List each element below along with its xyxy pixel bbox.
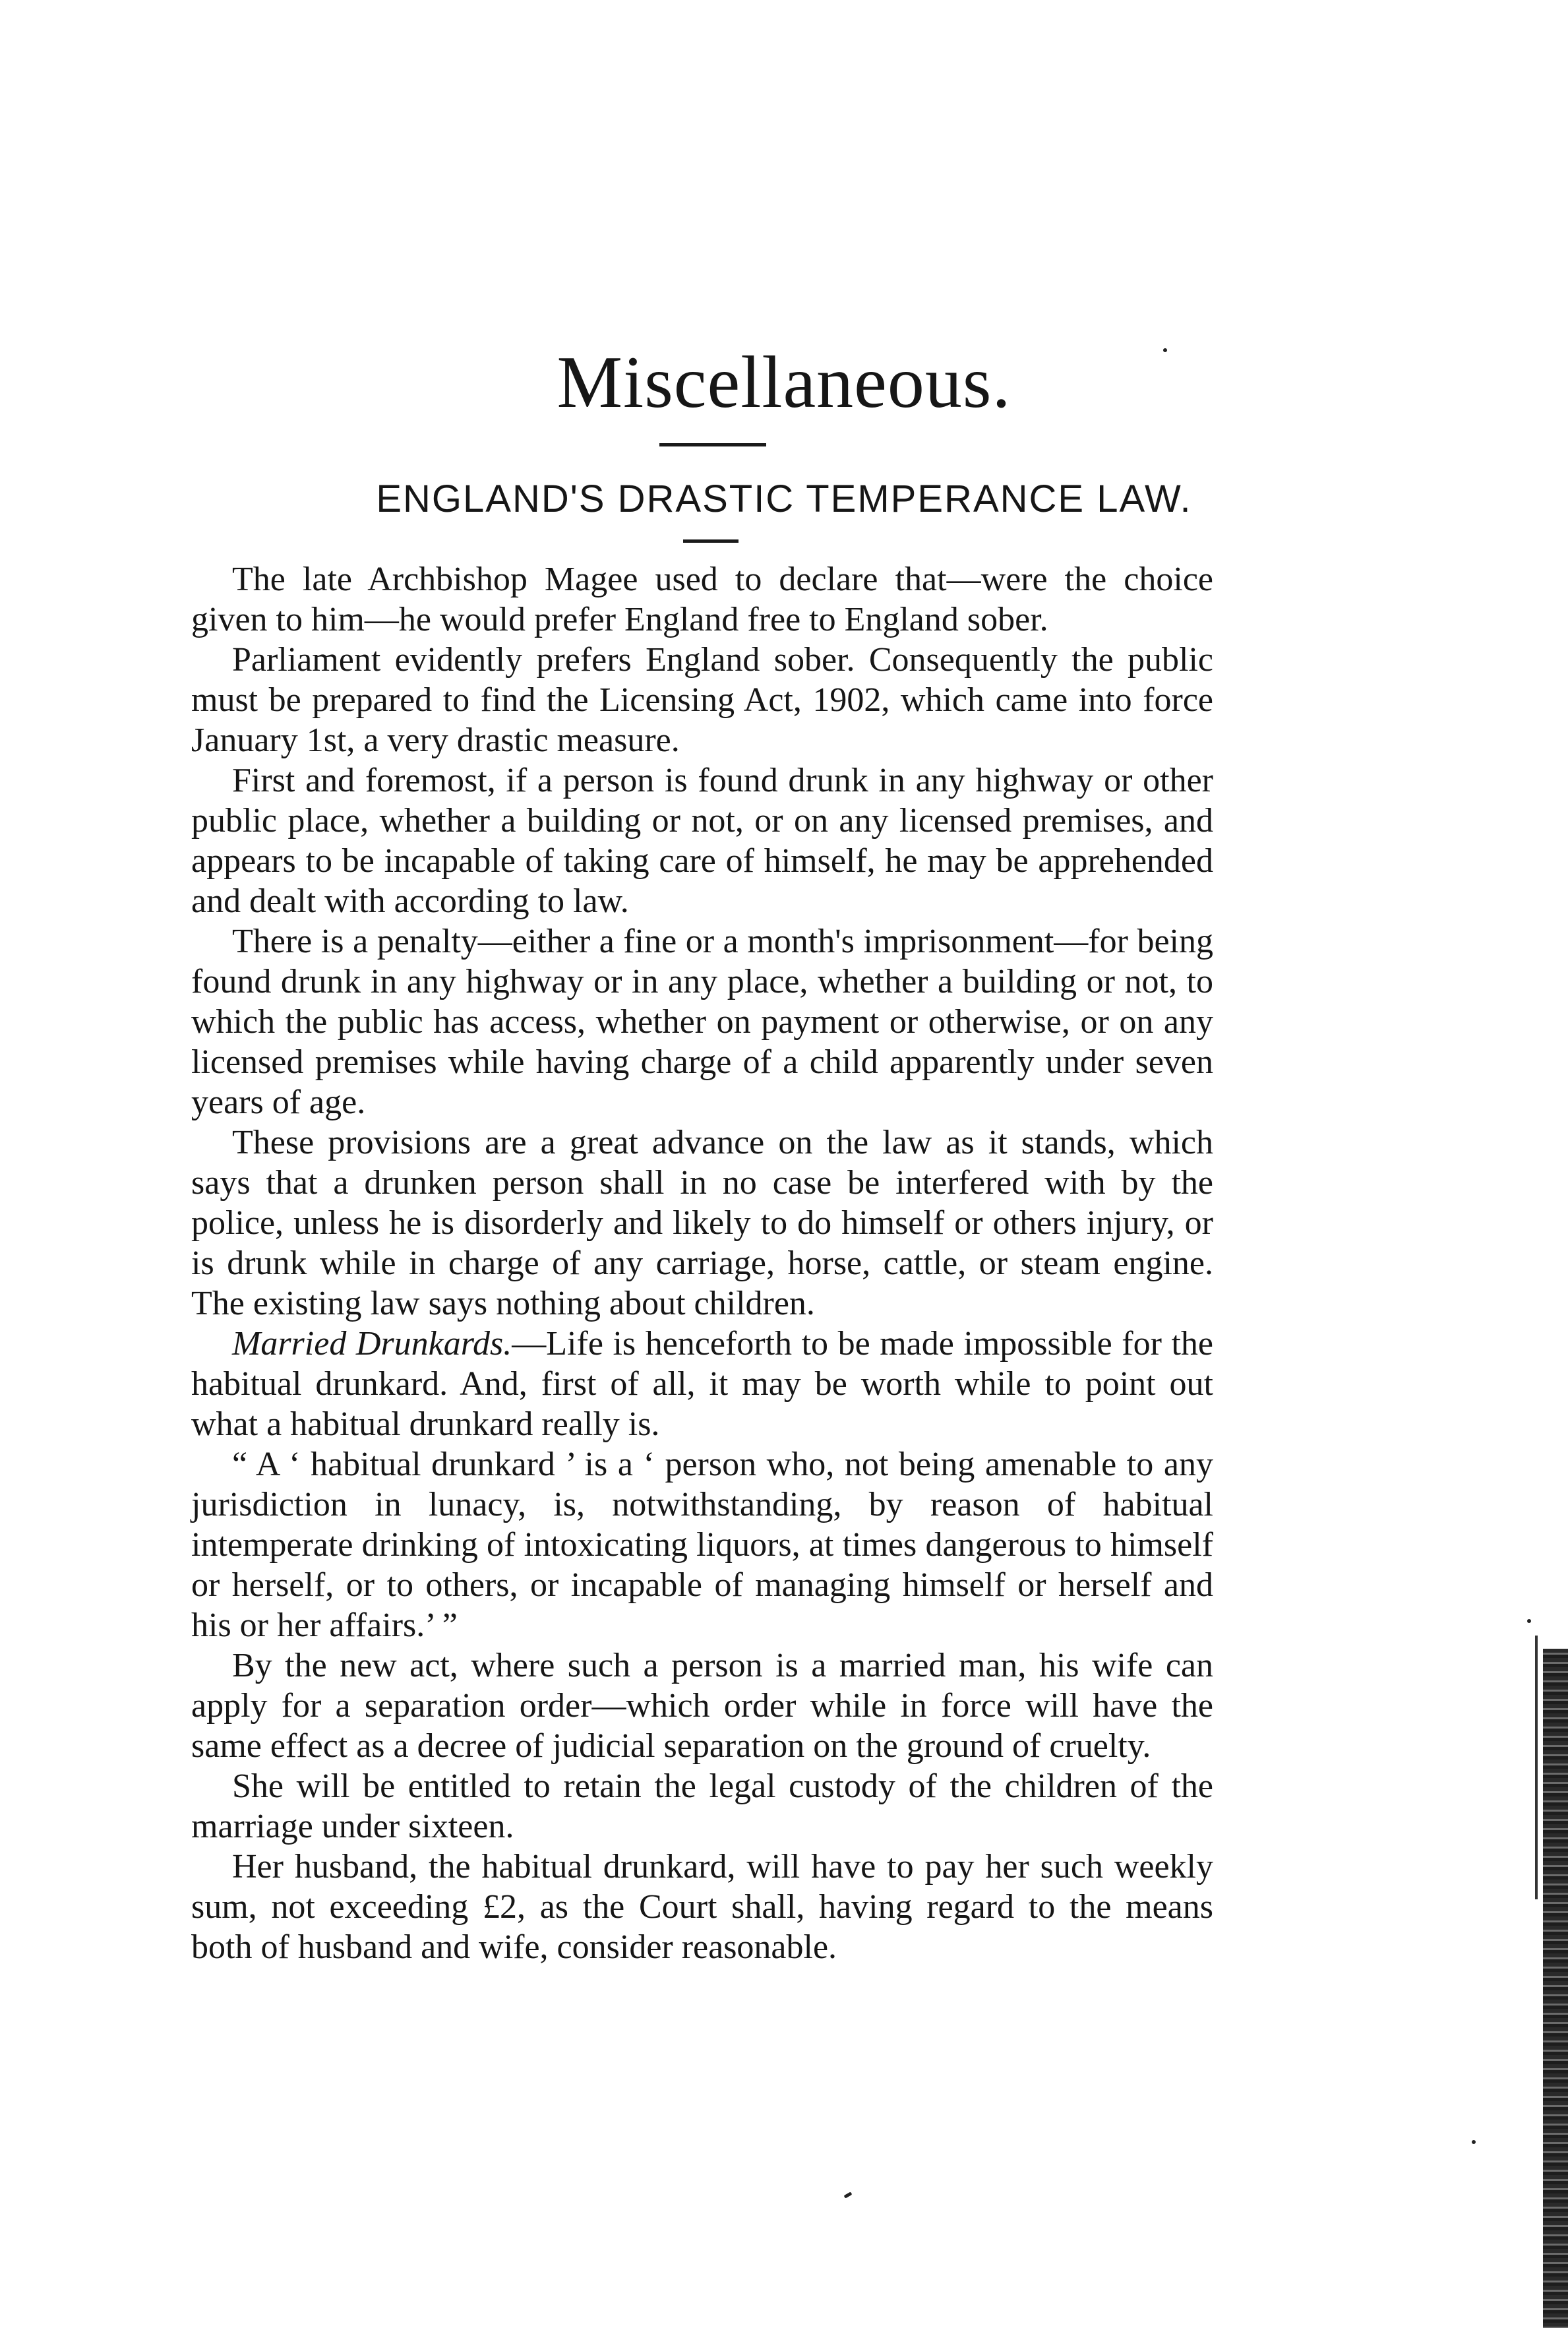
paragraph: First and foremost, if a person is found drunk in any highway or other public place, whether a building or not, or on any licensed premises, and appears to be incapable of taking care of himself, he may be apprehended and dealt with according to law.: [191, 762, 1213, 920]
paragraph-married-drunkards: [191, 1324, 1213, 1444]
paragraph: These provisions are a great advance on the law as it stands, which says that a drunken person shall in no case be interfered with by the police, unless he is disorderly and likely to do himself or others injury, or is drunk while in charge of any carriage, horse, cattle, or steam engine. The existing law says nothing about children.: [191, 1124, 1213, 1322]
paragraph: By the new act, where such a person is a married man, his wife can apply for a separation order—which order while in force will have the same effect as a decree of judicial separation on the ground of cruelty.: [191, 1647, 1213, 1765]
paragraph: The late Archbishop Magee used to declare that—were the choice given to him—he would prefer England free to England sober.: [191, 561, 1213, 638]
page-binding-edge: [1535, 1636, 1538, 1899]
paragraph-text: —Life is henceforth to be made impossible for the habitual drunkard. And, first of all, it may be worth while to point out what a habitual drunkard really is.: [191, 1325, 1214, 1443]
paragraph: She will be entitled to retain the legal custody of the children of the marriage under sixteen.: [191, 1767, 1213, 1845]
paragraph: Her husband, the habitual drunkard, will have to pay her such weekly sum, not exceeding £2, as the Court shall, having regard to the means both of husband and wife, consider reasonable.: [191, 1848, 1213, 1966]
subtitle-divider: [683, 539, 739, 543]
print-speck: [1527, 1619, 1531, 1623]
section-title: Miscellaneous.: [557, 342, 1011, 423]
print-speck: [1472, 2140, 1476, 2144]
paragraph: “ A ‘ habitual drunkard ’ is a ‘ person who, not being amenable to any jurisdiction in lunacy, is, notwithstanding, by reason of habitual intemperate drinking of intoxicating liquors, at times dangerous to himself or herself, or to others, or incapable of managing himself or herself and his or her affairs.’ ”: [191, 1446, 1213, 1644]
print-speck: [1163, 348, 1167, 352]
page-binding: [1543, 1649, 1568, 2328]
article-body: [191, 559, 1213, 1967]
paragraph: Parliament evidently prefers England sober. Consequently the public must be prepared to find the Licensing Act, 1902, which came into force January 1st, a very drastic measure.: [191, 641, 1213, 759]
paragraph-lead: Married Drunkards.: [232, 1325, 512, 1363]
title-divider: [659, 443, 766, 446]
print-speck: [844, 2191, 853, 2198]
article-title: ENGLAND'S DRASTIC TEMPERANCE LAW.: [376, 477, 1192, 520]
paragraph: There is a penalty—either a fine or a month's imprisonment—for being found drunk in any highway or in any place, whether a building or not, to which the public has access, whether on payment or otherwise, or on any licensed premises while having charge of a child apparently under seven years of age.: [191, 923, 1213, 1121]
